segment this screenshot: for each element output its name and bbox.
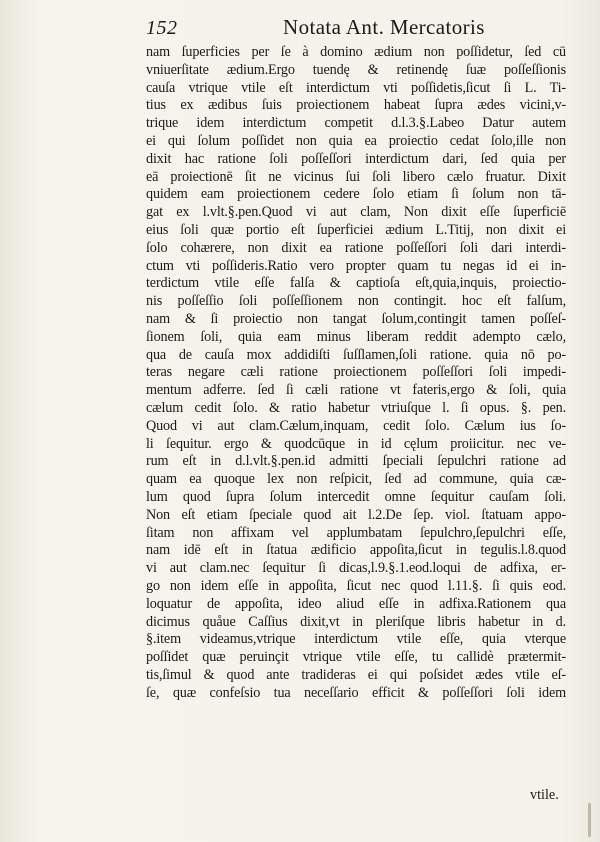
text-line: nis poſſeſſio ſoli poſſeſſionem non contingit. hoc eſt falſum, [146, 293, 566, 310]
text-line: Quod vi aut clam.Cælum,inquam, cedit ſolo. Cælum ius ſo- [146, 417, 566, 434]
text-line: go non idem eſſe in appoſita, ſicut nec quod l.11.§. ſi quis eod. [146, 577, 566, 594]
text-line: quidem eam proiectionem cedere ſolo etiam ſi ſolum non tā- [146, 186, 566, 203]
text-line: ſe, quæ confeſsio tua neceſſario efficit & poſſeſſori ſoli idem [146, 684, 566, 701]
text-line: tius ex ædibus ſuis proiectionem habeat ſupra ædes vicini,v- [146, 97, 566, 114]
text-line: §.item videamus,vtrique interdictum vtile eſſe, quia vterque [146, 631, 566, 648]
text-line: dicimus quåue Caſſius dixit,vt in pleriſque libris habetur in d. [146, 613, 566, 630]
text-line: mentum adferre. ſed ſi cæli ratione vt fateris,ergo & ſoli, quia [146, 382, 566, 399]
text-line: trique idem interdictum competit d.l.3.§.Labeo Datur autem [146, 115, 566, 132]
text-line: Non eſt etiam ſpeciale quod ait l.2.De ſep. viol. ſtatuam appo- [146, 506, 566, 523]
paper-stain [588, 803, 591, 837]
text-line: terdictum vtile eſſe falſa & captioſa eſt,quia,inquis, proiectio- [146, 275, 566, 292]
text-line: ſionem ſoli, quia eam minus liberam reddit adempto cælo, [146, 328, 566, 345]
page-header [146, 15, 566, 41]
text-line: dixit hac ratione ſoli poſſeſſori interdictum dari, ſed quia per [146, 150, 566, 167]
text-line: eā proiectionē ſit ne vicinus ſui ſoli libero cælo fruatur. Dixit [146, 168, 566, 185]
text-line: nam idē eſt in ſtatua ædificio appoſita,ſicut in tegulis.l.8.quod [146, 542, 566, 559]
text-line: vi aut clam.nec ſequitur ſi dicas,l.9.§.1.eod.loqui de adfixa, er- [146, 560, 566, 577]
text-line: ſitam non affixam vel applumbatam ſepulchro,ſepulchri eſſe, [146, 524, 566, 541]
running-title: Notata Ant. Mercatoris [283, 15, 485, 39]
text-line: nam ſuperficies per ſe à domino ædium non poſſidetur, ſed cū [146, 44, 566, 60]
catchword: vtile. [530, 787, 559, 803]
text-line: loquatur de appoſita, ideo aliud eſſe in adfixa.Rationem qua [146, 595, 566, 612]
text-line: qua de cauſa mox addidiſti ſuſſlamen,ſoli ratione. quia nō po- [146, 346, 566, 363]
text-line: ctum vti poſſideris.Ratio vero propter quam tu negas id ei in- [146, 257, 566, 274]
text-line: rum eſt in d.l.vlt.§.pen.id admitti ſpeciali ſepulchri ratione ad [146, 453, 566, 470]
text-line: gat ex l.vlt.§.pen.Quod vi aut clam, Non dixit eſſe ſuperficiē [146, 204, 566, 221]
text-line: lum quod ſupra ſolum intercedit omne ſequitur cauſam ſoli. [146, 488, 566, 505]
text-line: nam & ſi proiectio non tangat ſolum,contingit tamen poſſeſ- [146, 310, 566, 327]
text-line: ei qui ſolum poſſidet non quia ea proiectio cedat ſolo,ille non [146, 132, 566, 149]
page-number: 152 [146, 17, 178, 39]
text-line: cauſa vtrique vtile eſt interdictum vti poſſidetis,ſicut ſi L. Ti- [146, 79, 566, 96]
text-line: poſſidet quæ peruinçit vtrique vtile eſſe, tu callidè prætermit- [146, 649, 566, 666]
text-line: ſolo cohærere, non dixit ea ratione poſſeſſori ſoli dari interdi- [146, 239, 566, 256]
text-line: li ſequitur. ergo & quodcūque in id cęlum proiicitur. nec ve- [146, 435, 566, 452]
text-line: vniuerſitate ædium.Ergo tuendę & retinendę ſuæ poſſeſſionis [146, 61, 566, 78]
text-line: tis,ſimul & quod ante tradideras ei qui poſsidet ædes vtile eſ- [146, 666, 566, 683]
text-line: eius ſoli quæ portio eſt ſuperficiei ædium L.Titij, non dixit ei [146, 221, 566, 238]
text-line: quam ea quoque lex non reſpicit, ſed ad commune, quia cæ- [146, 471, 566, 488]
text-line: teras negare cæli ratione proiectionem poſſeſſori ſoli impedi- [146, 364, 566, 381]
body-text [146, 44, 566, 702]
text-line: cælum cedit ſolo. & ratio habetur vtriuſque l. ſi opus. §. pen. [146, 399, 566, 416]
